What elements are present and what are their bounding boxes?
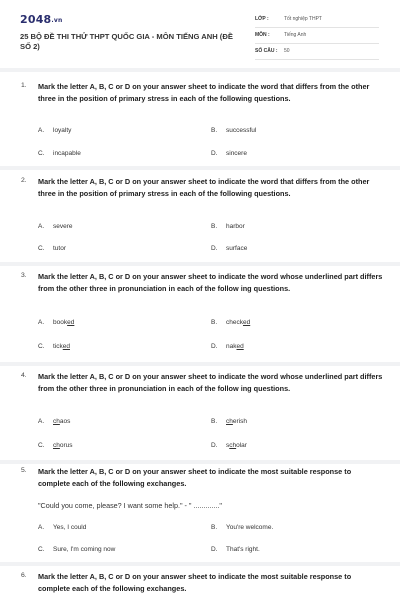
question-text: Mark the letter A, B, C or D on your answer sheet to indicate the most suitable response to complete each of the following exchanges. (38, 467, 352, 488)
option-letter: B. (211, 524, 218, 531)
option-letter: C. (38, 150, 45, 157)
option-text: You're welcome. (226, 524, 274, 531)
question-number: 4. (21, 372, 27, 379)
option-letter: A. (38, 127, 45, 134)
question-text: Mark the letter A, B, C or D on your answer sheet to indicate the word that differs from the other three in the position of primary stress in each of the following questions. (38, 177, 370, 198)
option-underlined-part: ch (226, 418, 233, 425)
question-text: Mark the letter A, B, C or D on your answer sheet to indicate the word whose underlined part differs from the other three in pronunciation in each of the follow ing questions. (38, 372, 383, 393)
option-letter: B. (211, 127, 218, 134)
option-b[interactable] (211, 223, 245, 230)
option-text: erish (232, 418, 247, 425)
option-text: olar (236, 442, 247, 449)
option-underlined-part: ch (53, 442, 60, 449)
option-text: successful (226, 127, 257, 134)
option-text: book (53, 319, 68, 326)
option-letter: C. (38, 245, 45, 252)
option-letter: D. (211, 442, 218, 449)
option-text: nak (226, 343, 237, 350)
option-text: loyalty (53, 127, 72, 134)
option-letter: D. (211, 546, 218, 553)
option-c[interactable] (38, 245, 66, 252)
option-letter: D. (211, 150, 218, 157)
option-d[interactable] (211, 442, 247, 449)
option-letter: C. (38, 546, 45, 553)
question-number: 3. (21, 272, 27, 279)
option-b[interactable] (211, 418, 247, 425)
option-text: incapable (53, 150, 81, 157)
option-d[interactable] (211, 343, 244, 350)
question-separator (0, 166, 400, 170)
option-underlined-part: ed (67, 319, 75, 326)
question-prompt: "Could you come, please? I want some help." - " ............." (38, 501, 222, 510)
page-title: 25 BỘ ĐỀ THI THỬ THPT QUỐC GIA - MÔN TIẾNG ANH (ĐỀ SỐ 2) (20, 32, 233, 51)
meta-count-row (255, 44, 379, 60)
option-a[interactable] (38, 524, 86, 531)
meta-subject-row (255, 28, 379, 44)
option-text: Sure, I'm coming now (53, 546, 116, 553)
question-separator (0, 562, 400, 566)
question-number: 2. (21, 177, 27, 184)
option-letter: A. (38, 418, 45, 425)
option-letter: D. (211, 245, 218, 252)
question-text: Mark the letter A, B, C or D on your answer sheet to indicate the word whose underlined part differs from the other three in pronunciation in each of the follow ing questions. (38, 272, 383, 293)
option-d[interactable] (211, 245, 247, 252)
question-text: Mark the letter A, B, C or D on your answer sheet to indicate the most suitable response to complete each of the following exchanges. (38, 572, 352, 593)
site-logo[interactable] (20, 13, 62, 26)
meta-label: MÔN : (255, 32, 270, 38)
option-text: tutor (53, 245, 67, 252)
meta-label: SỐ CÂU : (255, 48, 278, 54)
question-separator (0, 460, 400, 464)
meta-value: 50 (284, 48, 290, 54)
option-text: Yes, I could (53, 524, 87, 531)
option-c[interactable] (38, 150, 81, 157)
exam-meta (255, 12, 379, 60)
meta-value: Tiếng Anh (284, 32, 307, 38)
option-letter: B. (211, 223, 218, 230)
option-text: sincere (226, 150, 247, 157)
option-a[interactable] (38, 223, 73, 230)
option-a[interactable] (38, 127, 71, 134)
option-a[interactable] (38, 418, 70, 425)
option-letter: C. (38, 442, 45, 449)
header-divider (0, 68, 400, 72)
option-letter: B. (211, 319, 218, 326)
option-b[interactable] (211, 524, 273, 531)
option-letter: D. (211, 343, 218, 350)
option-text: s (226, 442, 230, 449)
option-text: surface (226, 245, 248, 252)
question-number: 5. (21, 467, 27, 474)
meta-label: LỚP : (255, 16, 269, 22)
option-underlined-part: ch (53, 418, 60, 425)
meta-class-row (255, 12, 379, 28)
option-letter: B. (211, 418, 218, 425)
option-b[interactable] (211, 127, 256, 134)
logo-text: 2048 (20, 13, 52, 26)
option-text: harbor (226, 223, 245, 230)
page-header (0, 0, 400, 68)
option-b[interactable] (211, 319, 250, 326)
option-letter: A. (38, 319, 45, 326)
option-c[interactable] (38, 546, 115, 553)
option-c[interactable] (38, 442, 73, 449)
option-text: check (226, 319, 243, 326)
option-text: orus (59, 442, 73, 449)
option-c[interactable] (38, 343, 70, 350)
question-text: Mark the letter A, B, C or D on your answer sheet to indicate the word that differs from the other three in the position of primary stress in each of the following questions. (38, 82, 370, 103)
option-text: severe (53, 223, 73, 230)
meta-value: Tốt nghiệp THPT (284, 16, 322, 22)
question-separator (0, 362, 400, 366)
option-letter: A. (38, 223, 45, 230)
question-number: 1. (21, 82, 27, 89)
option-d[interactable] (211, 546, 260, 553)
logo-suffix: .vn (51, 17, 63, 24)
option-letter: A. (38, 524, 45, 531)
option-text: That's right. (226, 546, 260, 553)
option-a[interactable] (38, 319, 74, 326)
option-d[interactable] (211, 150, 247, 157)
question-separator (0, 262, 400, 266)
option-underlined-part: ed (236, 343, 244, 350)
option-underlined-part: ed (62, 343, 70, 350)
option-underlined-part: ch (229, 442, 237, 449)
option-text: aos (59, 418, 71, 425)
option-text: tick (53, 343, 63, 350)
question-number: 6. (21, 572, 27, 579)
option-letter: C. (38, 343, 45, 350)
option-underlined-part: ed (242, 319, 251, 326)
